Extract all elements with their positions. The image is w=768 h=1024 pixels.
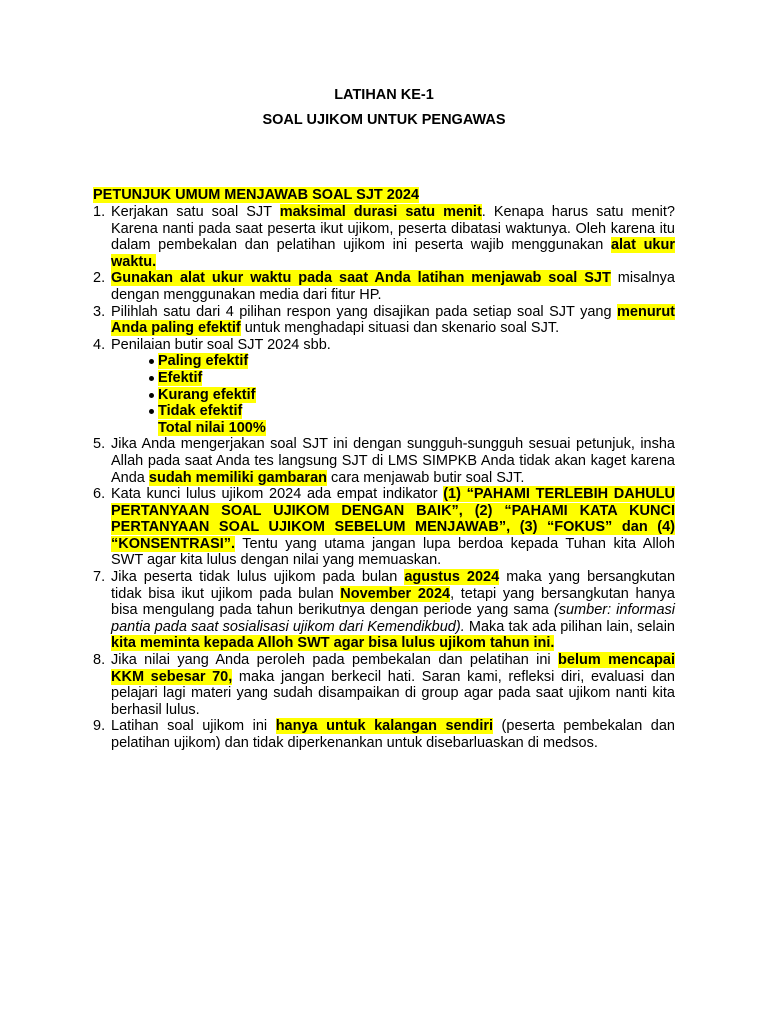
item-text: maka yang bersangkutan tidak bisa ikut ujikom pada bulan — [111, 569, 676, 602]
item-text: Latihan soal ujikom ini — [111, 718, 276, 735]
item-number: 3. — [93, 303, 106, 320]
list-item-6 — [93, 486, 675, 569]
item-text: Tentu yang utama jangan lupa berdoa kepada Tuhan kita Alloh SWT agar kita lulus dengan nilai yang memuaskan. — [111, 535, 675, 569]
criteria-label: Paling efektif — [158, 353, 249, 370]
item-text: cara menjawab butir soal SJT. — [327, 469, 525, 486]
list-item-4 — [93, 337, 675, 437]
item-highlight: menurut Anda paling efektif — [111, 303, 675, 337]
instruction-list — [93, 204, 675, 752]
list-item-9 — [93, 718, 675, 751]
item-text: Jika peserta tidak lulus ujikom pada bulan — [111, 569, 405, 586]
item-text: Penilaian butir soal SJT 2024 sbb. — [111, 336, 331, 353]
criteria-total-text: Total nilai 100% — [158, 419, 266, 436]
list-item-2 — [93, 270, 675, 303]
bullet-icon — [149, 393, 154, 398]
criteria-label: Tidak efektif — [158, 403, 243, 420]
item-highlight: alat ukur waktu. — [111, 237, 675, 270]
item-text: . Kenapa harus satu menit? Karena nanti pada saat peserta ikut ujikom, peserta dibatasi waktunya. Oleh karena itu dalam pembekalan dan pelatihan ujikom ini peserta wajib menggunakan — [111, 204, 675, 254]
item-number: 4. — [93, 336, 106, 353]
item-number: 7. — [93, 569, 106, 586]
criteria-item — [111, 370, 675, 387]
item-number: 2. — [93, 270, 106, 287]
item-text: Pilihlah satu dari 4 pilihan respon yang disajikan pada setiap soal SJT yang — [111, 303, 617, 320]
list-item-3 — [93, 304, 675, 337]
list-item-8 — [93, 652, 675, 718]
item-highlight: hanya untuk kalangan sendiri — [275, 718, 494, 735]
item-highlight: kita meminta kepada Alloh SWT agar bisa lulus ujikom tahun ini. — [111, 635, 555, 652]
item-number: 5. — [93, 436, 106, 453]
item-highlight: belum mencapai KKM sebesar 70, — [111, 652, 675, 685]
bullet-icon — [149, 376, 154, 381]
item-number: 8. — [93, 652, 106, 669]
bullet-icon — [149, 409, 154, 414]
list-item-1 — [93, 204, 675, 270]
item-text: maka jangan berkecil hati. Saran kami, refleksi diri, evaluasi dan pelajari lagi materi yang sudah disampaikan di group agar pada saat ujikom nanti kita berhasil lulus. — [111, 668, 675, 718]
criteria-label: Efektif — [158, 369, 203, 386]
item-text: untuk menghadapi situasi dan skenario soal SJT. — [240, 320, 560, 337]
criteria-total — [111, 420, 675, 437]
criteria-item — [111, 387, 675, 404]
criteria-label: Kurang efektif — [158, 386, 256, 403]
item-number: 6. — [93, 486, 106, 503]
criteria-item — [111, 353, 675, 370]
criteria-item — [111, 403, 675, 420]
list-item-5 — [93, 436, 675, 486]
item-text: (peserta pembekalan dan pelatihan ujikom) dan tidak diperkenankan untuk disebarluaskan di medsos. — [111, 718, 675, 751]
item-source-note: (sumber: informasi pantia pada saat sosialisasi ujikom dari Kemendikbud). — [111, 602, 675, 635]
item-text: Maka tak ada pilihan lain, selain — [464, 618, 676, 635]
item-text: Jika nilai yang Anda peroleh pada pembekalan dan pelatihan ini — [111, 652, 559, 669]
item-number: 9. — [93, 718, 106, 735]
item-highlight: (1) “PAHAMI TERLEBIH DAHULU PERTANYAAN SOAL UJIKOM DENGAN BAIK”, (2) “PAHAMI KATA KUNCI PERTANYAAN SOAL UJIKOM SEBELUM MENJAWAB”, (3) “FOKUS” dan (4) “KONSENTRASI”. — [111, 486, 675, 552]
item-highlight: Gunakan alat ukur waktu pada saat Anda latihan menjawab soal SJT — [111, 270, 611, 287]
item-highlight: sudah memiliki gambaran — [148, 469, 327, 486]
item-text: Kerjakan satu soal SJT — [111, 204, 280, 220]
item-text: Kata kunci lulus ujikom 2024 ada empat indikator — [111, 486, 444, 503]
item-number: 1. — [93, 204, 106, 220]
item-text: , tetapi yang bersangkutan hanya bisa mengulang pada tahun berikutnya dengan periode yang sama — [111, 585, 675, 619]
item-highlight: agustus 2024 — [404, 569, 500, 586]
item-text: misalnya dengan menggunakan media dari fitur HP. — [111, 270, 675, 303]
item-highlight: November 2024 — [340, 585, 451, 602]
item-highlight: maksimal durasi satu menit — [279, 204, 482, 220]
section-heading — [93, 187, 419, 204]
list-item-7 — [93, 569, 675, 652]
item-text: Jika Anda mengerjakan soal SJT ini dengan sungguh-sungguh sesuai petunjuk, insha Allah pada saat Anda tes langsung SJT di LMS SIMPKB Anda tidak akan kaget karena Anda — [111, 436, 675, 486]
document-title: LATIHAN KE-1 — [334, 87, 434, 103]
criteria-list — [111, 353, 675, 419]
document-subtitle: SOAL UJIKOM UNTUK PENGAWAS — [262, 112, 506, 128]
bullet-icon — [149, 359, 154, 364]
section-heading-text: PETUNJUK UMUM MENJAWAB SOAL SJT 2024 — [93, 187, 420, 203]
